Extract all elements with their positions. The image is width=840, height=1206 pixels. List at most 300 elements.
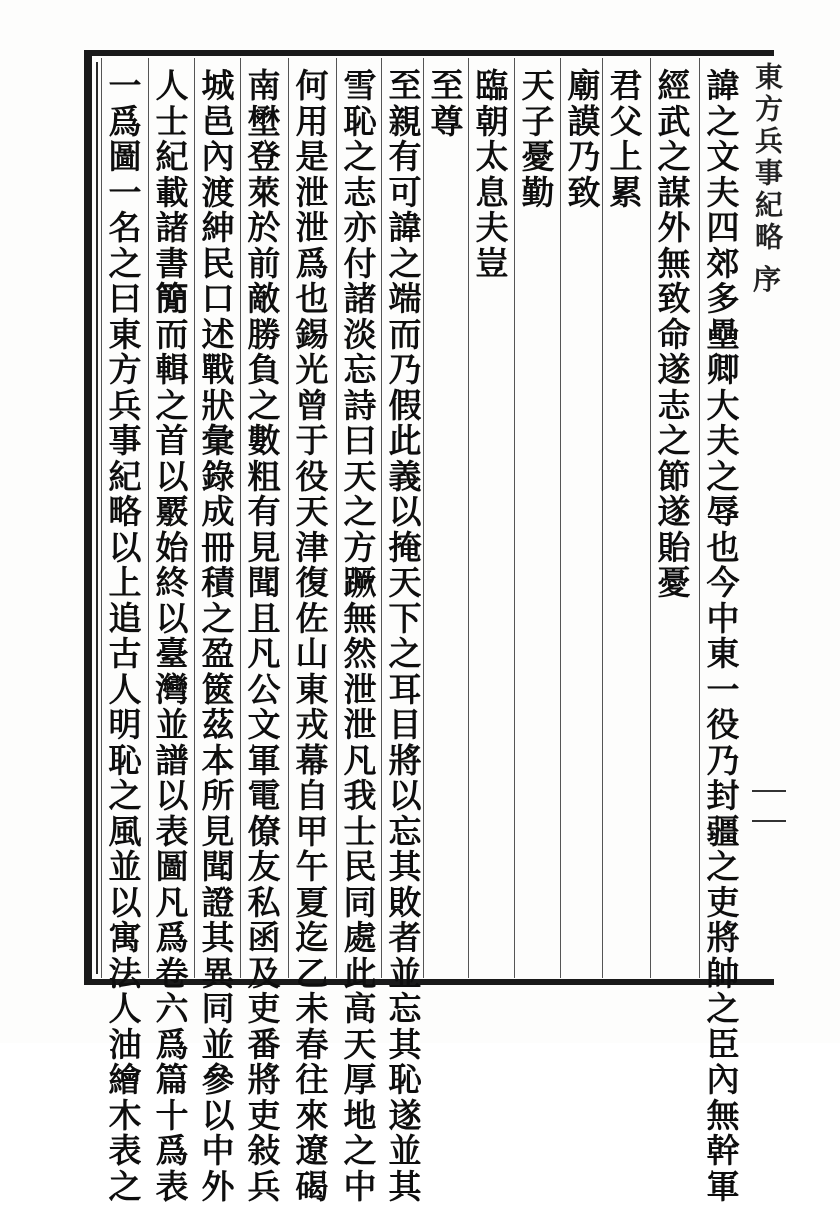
character: 何: [295, 66, 329, 105]
character: 泄: [343, 669, 377, 709]
character: 一: [706, 669, 740, 709]
character: 外: [201, 1166, 235, 1206]
character: 冊: [201, 527, 235, 567]
column-rule: [336, 58, 337, 978]
header-title: 東方兵事紀略: [751, 62, 784, 254]
character: 以: [388, 492, 422, 531]
character: 渡: [201, 172, 235, 212]
character: 夫: [706, 421, 740, 460]
character: 廟: [567, 66, 601, 105]
character: 木: [108, 1095, 142, 1135]
character: 錫: [295, 314, 329, 354]
character: 之: [343, 137, 377, 176]
character: 義: [388, 456, 422, 496]
character: 我: [343, 776, 377, 815]
character: 復: [295, 563, 329, 602]
character: 于: [295, 421, 329, 460]
character: 者: [388, 918, 422, 957]
character: 戎: [295, 705, 329, 744]
character: 爲: [155, 1024, 189, 1064]
text-column: [383, 68, 427, 1204]
character: 人: [108, 989, 142, 1028]
character: 及: [247, 953, 281, 993]
character: 無: [706, 1095, 740, 1135]
character: 諸: [343, 279, 377, 318]
character: 之: [657, 421, 691, 460]
character: 曰: [343, 421, 377, 460]
character: 幹: [706, 1131, 740, 1170]
character: 役: [706, 705, 740, 744]
character: 六: [155, 989, 189, 1028]
character: 寓: [108, 918, 142, 957]
character: 午: [295, 847, 329, 886]
character: 追: [108, 598, 142, 638]
character: 之: [201, 598, 235, 638]
character: 恥: [343, 101, 377, 141]
column-rule: [194, 58, 195, 978]
character: 其: [388, 847, 422, 886]
character: 封: [706, 776, 740, 815]
character: 番: [247, 1024, 281, 1064]
character: 邑: [201, 101, 235, 141]
character: 此: [343, 953, 377, 993]
character: 譜: [155, 740, 189, 780]
character: 往: [295, 1060, 329, 1099]
character: 中: [201, 1131, 235, 1170]
character: 述: [201, 314, 235, 354]
character: 之: [706, 989, 740, 1028]
character: 於: [247, 208, 281, 247]
character: 彙: [201, 421, 235, 460]
character: 敗: [388, 882, 422, 922]
frame-inner-border: [96, 62, 98, 974]
character: 明: [108, 705, 142, 744]
character: 中: [343, 1166, 377, 1206]
character: 略: [108, 492, 142, 531]
character: 吏: [247, 989, 281, 1028]
character: 覈: [155, 492, 189, 531]
character: 爲: [295, 243, 329, 283]
character: 曰: [108, 279, 142, 318]
character: 數: [247, 421, 281, 460]
character: 臣: [706, 1024, 740, 1064]
character: 假: [388, 385, 422, 425]
character: 曾: [295, 385, 329, 425]
text-column: [338, 68, 382, 1204]
character: 辱: [706, 492, 740, 531]
character: 同: [343, 882, 377, 922]
character: 將: [247, 1060, 281, 1099]
character: 古: [108, 634, 142, 673]
character: 始: [155, 527, 189, 567]
character: 公: [247, 669, 281, 709]
character: 致: [567, 172, 601, 212]
character: 戰: [201, 350, 235, 389]
character: 凡: [155, 882, 189, 922]
character: 謨: [567, 101, 601, 141]
character: 以: [155, 776, 189, 815]
character: 雪: [343, 66, 377, 105]
character: 上: [609, 137, 643, 176]
character: 粗: [247, 456, 281, 496]
text-column: [470, 68, 514, 281]
character: 狀: [201, 385, 235, 425]
character: 私: [247, 882, 281, 922]
character: 吏: [706, 882, 740, 922]
character: 法: [108, 953, 142, 993]
character: 蹶: [343, 563, 377, 602]
character: 志: [343, 172, 377, 212]
text-column: [425, 68, 469, 139]
character: 盈: [201, 634, 235, 673]
character: 忘: [343, 350, 377, 389]
character: 表: [108, 1131, 142, 1170]
character: 兵: [108, 385, 142, 425]
character: 忘: [388, 989, 422, 1028]
text-column: [196, 68, 240, 1204]
character: 之: [108, 243, 142, 283]
character: 是: [295, 137, 329, 176]
character: 民: [201, 243, 235, 283]
character: 處: [343, 918, 377, 957]
column-rule: [650, 58, 651, 978]
character: 並: [201, 1024, 235, 1064]
character: 參: [201, 1060, 235, 1099]
character: 多: [706, 279, 740, 318]
character: 以: [108, 882, 142, 922]
character: 諸: [155, 208, 189, 247]
character: 電: [247, 776, 281, 815]
character: 勤: [521, 172, 555, 212]
character: 津: [295, 527, 329, 567]
character: 乃: [567, 137, 601, 176]
character: 父: [609, 101, 643, 141]
character: 表: [155, 811, 189, 851]
character: 並: [155, 705, 189, 744]
text-column: [701, 68, 745, 1204]
character: 來: [295, 1095, 329, 1135]
character: 武: [657, 101, 691, 141]
character: 而: [155, 314, 189, 354]
character: 憂: [521, 137, 555, 176]
character: 將: [388, 740, 422, 780]
character: 無: [657, 243, 691, 283]
character: 𥳑: [155, 279, 189, 318]
column-rule: [699, 58, 700, 978]
character: 之: [108, 1166, 142, 1206]
character: 卿: [706, 350, 740, 389]
character: 敵: [247, 279, 281, 318]
column-rule: [560, 58, 561, 978]
character: 同: [201, 989, 235, 1028]
character: 載: [155, 172, 189, 212]
character: 本: [201, 740, 235, 780]
character: 掩: [388, 527, 422, 567]
character: 且: [247, 598, 281, 638]
character: 證: [201, 882, 235, 922]
character: 下: [388, 598, 422, 638]
character: 壘: [706, 314, 740, 354]
character: 有: [388, 137, 422, 176]
character: 並: [388, 953, 422, 993]
text-column: [290, 68, 334, 1204]
text-column: [562, 68, 606, 210]
character: 君: [609, 66, 643, 105]
character: 之: [155, 385, 189, 425]
character: 圖: [155, 847, 189, 886]
character: 外: [657, 208, 691, 247]
character: 也: [295, 279, 329, 318]
character: 之: [388, 243, 422, 283]
character: 諱: [388, 208, 422, 247]
character: 勝: [247, 314, 281, 354]
character: 太: [475, 137, 509, 176]
character: 經: [657, 66, 691, 105]
character: 兵: [247, 1166, 281, 1206]
character: 乃: [388, 350, 422, 389]
character: 函: [247, 918, 281, 957]
character: 輯: [155, 350, 189, 389]
column-rule: [240, 58, 241, 978]
character: 壄: [247, 101, 281, 141]
character: 之: [657, 137, 691, 176]
character: 將: [706, 918, 740, 957]
character: 也: [706, 527, 740, 567]
character: 見: [201, 811, 235, 851]
character: 人: [108, 669, 142, 709]
character: 之: [706, 101, 740, 141]
character: 吏: [247, 1095, 281, 1135]
text-column: [242, 68, 286, 1204]
character: 乙: [295, 953, 329, 993]
character: 未: [295, 989, 329, 1028]
text-column: [150, 68, 194, 1204]
character: 亦: [343, 208, 377, 247]
character: 山: [295, 634, 329, 673]
character: 以: [201, 1095, 235, 1135]
character: 之: [247, 385, 281, 425]
character: 爲: [155, 918, 189, 957]
character: 親: [388, 101, 422, 141]
character: 此: [388, 421, 422, 460]
character: 口: [201, 279, 235, 318]
character: 風: [108, 811, 142, 851]
character: 臺: [155, 634, 189, 673]
character: 所: [201, 776, 235, 815]
character: 遂: [657, 350, 691, 389]
character: 大: [706, 385, 740, 425]
character: 以: [155, 456, 189, 496]
character: 恥: [108, 740, 142, 780]
character: 天: [343, 1024, 377, 1064]
character: 灣: [155, 669, 189, 709]
character: 乃: [706, 740, 740, 780]
character: 幕: [295, 740, 329, 780]
character: 以: [388, 776, 422, 815]
character: 內: [706, 1060, 740, 1099]
character: 甲: [295, 811, 329, 851]
character: 錄: [201, 456, 235, 496]
character: 城: [201, 66, 235, 105]
character: 今: [706, 563, 740, 602]
character: 前: [247, 243, 281, 283]
character: 天: [388, 563, 422, 602]
column-rule: [101, 58, 102, 978]
text-column: [652, 68, 696, 601]
character: 泄: [295, 172, 329, 212]
character: 見: [247, 527, 281, 567]
running-header: [752, 62, 782, 298]
character: 豈: [475, 243, 509, 283]
character: 之: [706, 456, 740, 496]
character: 表: [155, 1166, 189, 1206]
character: 一: [108, 172, 142, 212]
character: 遂: [657, 492, 691, 531]
character: 文: [247, 705, 281, 744]
character: 紀: [108, 456, 142, 496]
character: 高: [343, 989, 377, 1028]
character: 以: [108, 527, 142, 567]
text-column: [604, 68, 648, 210]
character: 圖: [108, 137, 142, 176]
character: 方: [108, 350, 142, 389]
character: 佐: [295, 598, 329, 638]
character: 軍: [247, 740, 281, 780]
character: 天: [343, 456, 377, 496]
character: 士: [155, 101, 189, 141]
character: 負: [247, 350, 281, 389]
character: 方: [343, 527, 377, 567]
character: 役: [295, 456, 329, 496]
character: 書: [155, 243, 189, 283]
character: 夫: [475, 208, 509, 247]
column-rule: [514, 58, 515, 978]
character: 中: [706, 598, 740, 638]
character: 之: [108, 776, 142, 815]
character: 忘: [388, 811, 422, 851]
character: 尊: [430, 101, 464, 141]
character: 郊: [706, 243, 740, 283]
character: 僚: [247, 811, 281, 851]
column-rule: [148, 58, 149, 978]
character: 有: [247, 492, 281, 531]
character: 內: [201, 137, 235, 176]
character: 聞: [247, 563, 281, 602]
character: 謀: [657, 172, 691, 212]
character: 可: [388, 172, 422, 212]
character: 士: [343, 811, 377, 851]
character: 朝: [475, 101, 509, 141]
character: 厚: [343, 1060, 377, 1099]
character: 成: [201, 492, 235, 531]
character: 卷: [155, 953, 189, 993]
character: 天: [295, 492, 329, 531]
character: 天: [521, 66, 555, 105]
character: 帥: [706, 953, 740, 993]
character: 諱: [706, 66, 740, 105]
column-rule: [468, 58, 469, 978]
character: 碣: [295, 1166, 329, 1206]
character: 東: [706, 634, 740, 673]
character: 篇: [155, 1060, 189, 1099]
column-rule: [288, 58, 289, 978]
character: 貽: [657, 527, 691, 567]
character: 紀: [155, 137, 189, 176]
fold-mark: [752, 790, 786, 792]
character: 其: [388, 1166, 422, 1206]
character: 其: [201, 918, 235, 957]
character: 恥: [388, 1060, 422, 1099]
character: 並: [108, 847, 142, 886]
header-label: 序: [752, 263, 781, 296]
character: 泄: [295, 208, 329, 247]
character: 名: [108, 208, 142, 247]
character: 致: [657, 279, 691, 318]
character: 耳: [388, 669, 422, 709]
character: 登: [247, 137, 281, 176]
character: 之: [343, 492, 377, 531]
text-column: [103, 68, 147, 1204]
character: 凡: [247, 634, 281, 673]
character: 遼: [295, 1131, 329, 1170]
character: 東: [108, 314, 142, 354]
character: 迄: [295, 918, 329, 957]
character: 之: [388, 634, 422, 673]
character: 息: [475, 172, 509, 212]
fold-mark: [752, 820, 786, 822]
character: 春: [295, 1024, 329, 1064]
character: 民: [343, 847, 377, 886]
character: 然: [343, 634, 377, 673]
character: 積: [201, 563, 235, 602]
character: 付: [343, 243, 377, 283]
character: 爲: [155, 1131, 189, 1170]
character: 異: [201, 953, 235, 993]
character: 夫: [706, 172, 740, 212]
character: 而: [388, 314, 422, 354]
character: 之: [343, 1131, 377, 1170]
character: 子: [521, 101, 555, 141]
character: 遂: [388, 1095, 422, 1135]
character: 目: [388, 705, 422, 744]
character: 至: [430, 66, 464, 105]
character: 人: [155, 66, 189, 105]
character: 繪: [108, 1060, 142, 1099]
character: 節: [657, 456, 691, 496]
character: 十: [155, 1095, 189, 1135]
text-column: [516, 68, 560, 210]
character: 爲: [108, 101, 142, 141]
character: 至: [388, 66, 422, 105]
character: 聞: [201, 847, 235, 886]
character: 命: [657, 314, 691, 354]
character: 上: [108, 563, 142, 602]
character: 夏: [295, 882, 329, 922]
character: 端: [388, 279, 422, 318]
character: 泄: [343, 705, 377, 744]
character: 一: [108, 66, 142, 105]
character: 淡: [343, 314, 377, 354]
character: 軍: [706, 1166, 740, 1206]
character: 紳: [201, 208, 235, 247]
character: 志: [657, 385, 691, 425]
character: 萊: [247, 172, 281, 212]
character: 敍: [247, 1131, 281, 1170]
character: 詩: [343, 385, 377, 425]
character: 以: [155, 598, 189, 638]
character: 南: [247, 66, 281, 105]
character: 疆: [706, 811, 740, 851]
